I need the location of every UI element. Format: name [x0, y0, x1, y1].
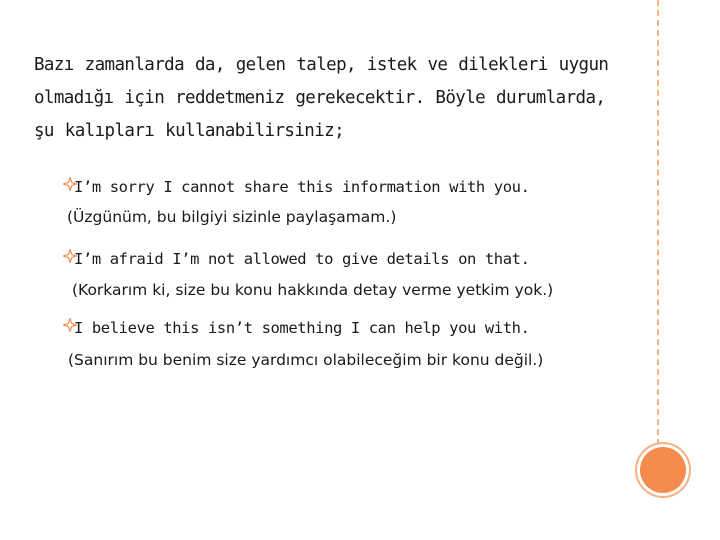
bullet-line [44, 173, 644, 201]
list-item [44, 245, 644, 303]
intro-line-3: şu kalıpları kullanabilirsiniz; [34, 121, 345, 141]
list-item [44, 173, 644, 230]
turkish-translation: (Korkarım ki, size bu konu hakkında detay verme yetkim yok.) [72, 281, 554, 299]
intro-line-1: Bazı zamanlarda da, gelen talep, istek ve dilekleri uygun [34, 55, 609, 75]
decorative-circle [640, 447, 686, 493]
turkish-translation: (Üzgünüm, bu bilgiyi sizinle paylaşamam.) [67, 208, 397, 226]
bullet-line [44, 245, 644, 273]
english-phrase: I’m afraid I’m not allowed to give details on that. [74, 250, 530, 268]
bullet-line [44, 314, 644, 342]
list-item [44, 314, 644, 373]
decorative-dashed-line [657, 0, 659, 455]
intro-line-2: olmadığı için reddetmeniz gerekecektir. Böyle durumlarda, [34, 88, 606, 108]
english-phrase: I’m sorry I cannot share this information with you. [74, 178, 530, 196]
intro-paragraph [34, 49, 644, 148]
four-point-star-icon [63, 177, 77, 191]
english-phrase: I believe this isn’t something I can help you with. [74, 319, 530, 337]
turkish-translation: (Sanırım bu benim size yardımcı olabileceğim bir konu değil.) [68, 351, 544, 369]
four-point-star-icon [63, 318, 77, 332]
four-point-star-icon [63, 249, 77, 263]
